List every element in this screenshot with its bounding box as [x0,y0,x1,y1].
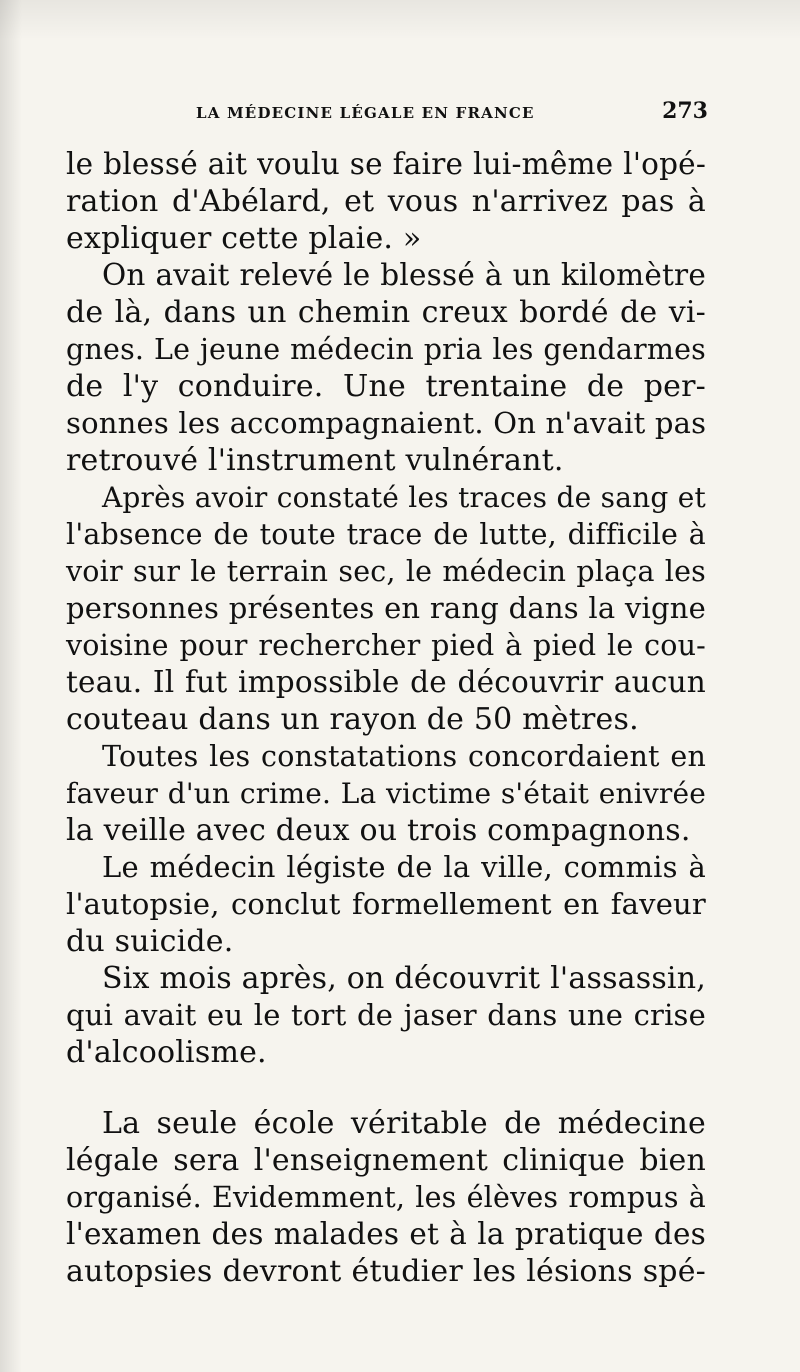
text-line: sonnes les accompagnaient. On n'avait pas [66,406,707,440]
paragraph-start-line: Six mois après, on découvrit l'assassin, [102,961,706,996]
text-line: autopsies devront étudier les lésions spé- [66,1254,706,1289]
page-header [196,98,708,128]
text-line: qui avait eu le tort de jaser dans une crise [66,998,706,1032]
paragraph-start-line: Toutes les constatations concordaient en [102,740,706,773]
text-line: organisé. Evidemment, les élèves rompus à [66,1181,706,1214]
text-line: retrouvé l'instrument vulnérant. [66,443,564,478]
paragraph-start-line: On avait relevé le blessé à un kilomètre [102,258,706,292]
running-title: LA MÉDECINE LÉGALE EN FRANCE [196,104,535,122]
text-line: l'absence de toute trace de lutte, difficile à [66,518,706,551]
text-line: faveur d'un crime. La victime s'était enivrée [66,777,706,810]
body-text [66,146,706,1290]
text-line: l'autopsie, conclut formellement en faveur [66,887,706,921]
text-line: teau. Il fut impossible de découvrir aucun [66,665,706,699]
paragraph-start-line: La seule école véritable de médecine [102,1106,706,1141]
paragraph-start-line: Le médecin légiste de la ville, commis à [102,850,706,884]
text-line: le blessé ait voulu se faire lui-même l'opé- [66,147,706,181]
text-line: de là, dans un chemin creux bordé de vi- [66,295,706,330]
page-number: 273 [662,98,708,124]
text-line: ration d'Abélard, et vous n'arrivez pas à [66,184,706,219]
text-line: légale sera l'enseignement clinique bien [66,1143,706,1178]
text-line: du suicide. [66,924,234,959]
text-line: couteau dans un rayon de 50 mètres. [66,702,639,737]
text-line: voisine pour rechercher pied à pied le cou- [66,629,706,662]
text-line: expliquer cette plaie. » [66,221,422,256]
text-line: gnes. Le jeune médecin pria les gendarmes [66,333,706,366]
paragraph-start-line: Après avoir constaté les traces de sang et [102,481,706,514]
text-line: l'examen des malades et à la pratique des [66,1217,706,1251]
text-line: voir sur le terrain sec, le médecin plaça les [66,555,706,588]
text-line: de l'y conduire. Une trentaine de per- [66,369,706,404]
text-line: personnes présentes en rang dans la vigne [66,591,706,625]
text-line: d'alcoolisme. [66,1035,267,1070]
text-line: la veille avec deux ou trois compagnons. [66,813,691,848]
